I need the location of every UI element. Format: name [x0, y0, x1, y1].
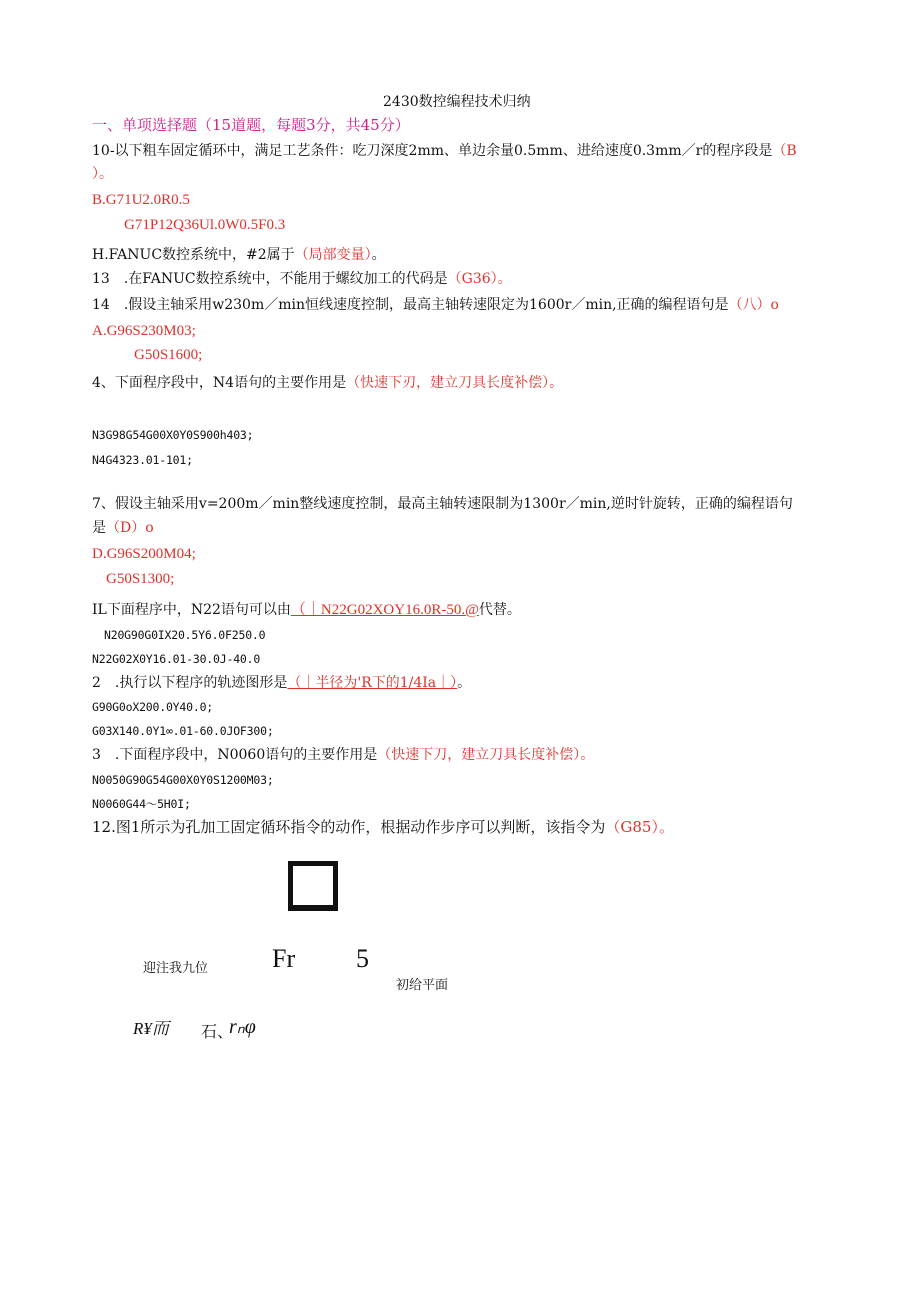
- question-text: 2 .执行以下程序的轨迹图形是: [92, 675, 288, 691]
- question-text: 12.图1所示为孔加工固定循环指令的动作，根据动作步序可以判断，该指令为: [92, 818, 606, 836]
- question-1: [92, 142, 797, 160]
- code-line: N0060G44～5H0I;: [92, 797, 191, 811]
- answer: （八）o: [728, 297, 779, 313]
- figure-label-stone: 石、: [201, 1022, 234, 1041]
- option-line-2: G50S1600;: [134, 347, 203, 363]
- option-line-2: G50S1300;: [106, 571, 175, 587]
- figure-label: 迎注我九位: [143, 961, 209, 976]
- answer: （快速下刃，建立刀具长度补偿）: [346, 375, 550, 391]
- answer-cont: ）: [92, 166, 99, 182]
- question-text: 10-以下粗车固定循环中，满足工艺条件：吃刀深度2mm、单边余量0.5mm、进给速度0.3mm／r的程序段是: [92, 143, 773, 159]
- question-6-cont: [92, 519, 154, 537]
- question-1-cont: [92, 165, 113, 183]
- code-line: N0050G90G54G00X0Y0S1200M03;: [92, 773, 274, 787]
- answer-end: 。: [457, 675, 472, 691]
- figure-label-fr: Fr: [272, 944, 296, 973]
- answer-end: 。: [99, 166, 113, 182]
- code-line: G90G0oX200.0Y40.0;: [92, 700, 214, 714]
- question-text: 3 .下面程序段中，N0060语句的主要作用是: [92, 747, 378, 763]
- figure-label-r: R¥而: [133, 1019, 169, 1038]
- code-line: N22G02X0Y16.01-30.0J-40.0: [92, 652, 261, 666]
- answer-end: 。: [371, 247, 386, 263]
- answer: （G85）: [605, 818, 659, 836]
- question-6: 7、假设主轴采用v=200m／min整线速度控制，最高主轴转速限制为1300r／min,逆时针旋转，正确的编程语句: [92, 496, 793, 512]
- question-text: H.FANUC数控系统中，#2属于: [92, 247, 295, 263]
- question-10: [92, 818, 674, 836]
- answer: （局部变量）: [294, 247, 372, 263]
- page-title: 2430数控编程技术归纳: [383, 94, 531, 110]
- question-text: 4、下面程序段中，N4语句的主要作用是: [92, 375, 347, 391]
- answer-end: 。: [549, 375, 564, 391]
- question-9: [92, 746, 594, 764]
- question-5: [92, 374, 563, 392]
- answer-end: 。: [497, 271, 512, 287]
- answer: （｜N22G02XOY16.0R-50.@: [290, 602, 479, 618]
- option-line-1: B.G71U2.0R0.5: [92, 192, 190, 208]
- answer-end: 。: [580, 747, 595, 763]
- option-line-1: D.G96S200M04;: [92, 546, 196, 562]
- question-8: [92, 674, 471, 692]
- answer: （快速下刀，建立刀具长度补偿）: [377, 747, 581, 763]
- answer: （G36）: [447, 271, 498, 287]
- square-glyph: [288, 861, 338, 911]
- code-line: N4G4323.01-101;: [92, 453, 193, 467]
- code-line: G03X140.0Y1∞.01-60.0JOF300;: [92, 724, 274, 738]
- answer-end: 代替。: [478, 602, 521, 618]
- option-line-2: G71P12Q36Ul.0W0.5F0.3: [124, 217, 286, 233]
- code-line: N20G90G0IX20.5Y6.0F250.0: [104, 628, 266, 642]
- question-7: [92, 601, 521, 619]
- question-4: [92, 296, 779, 314]
- question-text: 14 .假设主轴采用w230m／min恒线速度控制，最高主轴转速限定为1600r／min,正确的编程语句是: [92, 297, 729, 313]
- answer: （B: [772, 143, 797, 159]
- figure-label-rn: rₙφ: [229, 1016, 256, 1038]
- question-text: 是: [92, 520, 106, 536]
- question-3: [92, 270, 512, 288]
- question-text: 13 .在FANUC数控系统中，不能用于螺纹加工的代码是: [92, 271, 448, 287]
- code-line: N3G98G54G00X0Y0S900h403;: [92, 428, 254, 442]
- section-heading: 一、单项选择题（15道题，每题3分，共45分）: [92, 116, 410, 134]
- question-2: [92, 246, 386, 264]
- answer: （D）o: [106, 520, 154, 536]
- question-text: IL下面程序中，N22语句可以由: [92, 602, 291, 618]
- answer-end: 。: [658, 818, 674, 836]
- figure-label-5: 5: [356, 944, 369, 973]
- option-line-1: A.G96S230M03;: [92, 323, 196, 339]
- answer: （｜半径为'R下的1/4Ia｜）: [287, 675, 458, 691]
- figure-label-initial-plane: 初给平面: [396, 978, 449, 993]
